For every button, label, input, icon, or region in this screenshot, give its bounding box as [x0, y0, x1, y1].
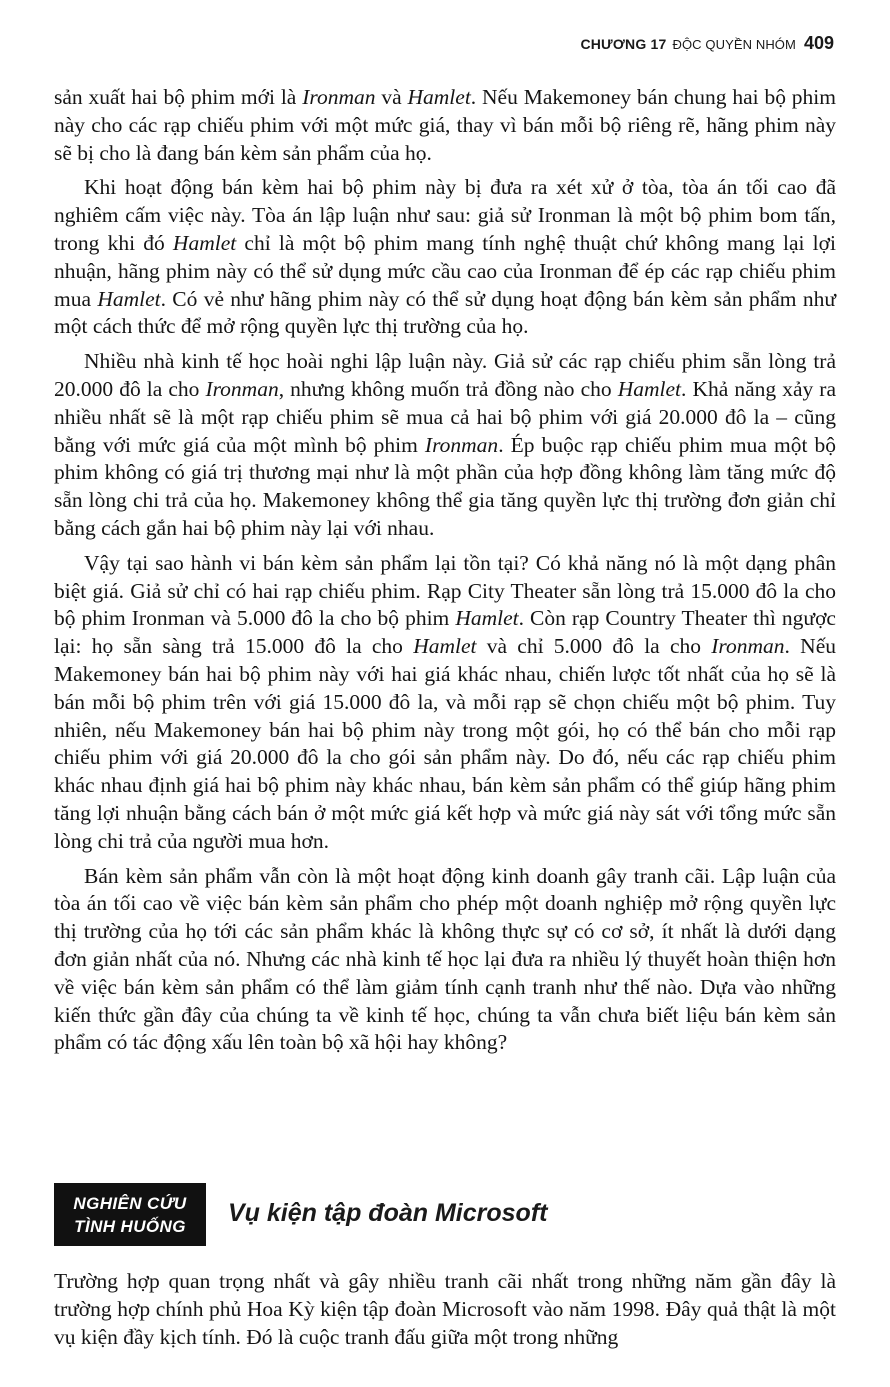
page-number: 409 — [803, 33, 834, 53]
italic-title: Ironman — [711, 634, 785, 659]
italic-title: Hamlet — [97, 286, 161, 311]
text-run: và chỉ 5.000 đô la cho — [476, 634, 712, 659]
text-run: và — [375, 85, 408, 109]
text-run: . Ép buộc rạp chiếu phim mua một bộ phim không có giá trị thương mại như là một phần của hợp đồng không làm tăng mức độ sẵn lòng chi trả của họ. Makemoney không thể gia tăng quyền lực thị trường đơn giản chỉ bằng cách gắn hai bộ phim này lại với nhau. — [54, 432, 836, 540]
italic-title: Ironman — [205, 376, 279, 401]
paragraph-4 — [54, 550, 836, 856]
text-run: Nhiều nhà kinh tế học hoài nghi lập luận này. Giả sử các rạp chiếu phim sẵn lòng trả 20.000 đô la cho — [54, 349, 836, 401]
italic-title: Ironman — [302, 85, 376, 109]
italic-title: Ironman — [424, 432, 499, 457]
chapter-title: ĐỘC QUYỀN NHÓM — [672, 37, 796, 52]
paragraph-2 — [54, 174, 836, 341]
text-run: . Nếu Makemoney bán chung hai bộ phim này cho các rạp chiếu phim với một mức giá, thay vì bán mỗi bộ riêng rẽ, hãng phim này sẽ bị cho là đang bán kèm sản phẩm của họ. — [54, 85, 836, 165]
chapter-label: CHƯƠNG 17 — [580, 36, 667, 52]
text-run: . Khả năng xảy ra nhiều nhất sẽ là một rạp chiếu phim sẽ mua cả hai bộ phim với giá 20.000 đô la – cũng bằng với mức giá của một mình bộ phim — [54, 376, 836, 457]
italic-title: Hamlet — [172, 230, 237, 255]
text-run: Trường hợp quan trọng nhất và gây nhiều tranh cãi nhất trong những năm gần đây là trường hợp chính phủ Hoa Kỳ kiện tập đoàn Microsoft vào năm 1998. Đây quả thật là một vụ kiện đầy kịch tính. Đó là cuộc tranh đấu giữa một trong những — [54, 1269, 836, 1349]
text-run: chỉ là một bộ phim mang tính nghệ thuật chứ không mang lại lợi nhuận, hãng phim này có thể sử dụng mức cầu cao của Ironman để ép các rạp chiếu phim mua — [54, 230, 836, 311]
case-study-label-line2: TÌNH HUỐNG — [74, 1216, 186, 1236]
case-study-body — [54, 1268, 836, 1351]
text-run: . Còn rạp Country Theater thì ngược lại: họ sẵn sàng trả 15.000 đô la cho — [54, 606, 836, 659]
case-study-title: Vụ kiện tập đoàn Microsoft — [228, 1199, 548, 1227]
text-run: Khi hoạt động bán kèm hai bộ phim này bị đưa ra xét xử ở tòa, tòa án tối cao đã nghiêm cấm việc này. Tòa án lập luận như sau: giả sử Ironman là một bộ phim bom tấn, trong khi đó — [54, 175, 836, 255]
body-text — [54, 84, 836, 1057]
italic-title: Hamlet — [455, 606, 519, 631]
text-run: . Có vẻ như hãng phim này có thể sử dụng hoạt động bán kèm sản phẩm như một cách thức để mở rộng quyền lực thị trường của họ. — [54, 286, 836, 339]
text-run: Bán kèm sản phẩm vẫn còn là một hoạt động kinh doanh gây tranh cãi. Lập luận của tòa án tối cao về việc bán kèm sản phẩm cho phép một doanh nghiệp mở rộng quyền lực thị trường của họ tới các sản phẩm khác là không thực sự có cơ sở, ít nhất là dưới dạng đơn giản nhất của nó. Nhưng các nhà kinh tế học lại đưa ra nhiều lý thuyết hoàn thiện hơn về việc bán kèm sản phẩm có thể làm giảm tính cạnh tranh như thế nào. Dựa vào những kiến thức gần đây của chúng ta về kinh tế học, chúng ta vẫn chưa biết liệu bán kèm sản phẩm có tác động xấu lên toàn bộ xã hội hay không? — [54, 863, 836, 1055]
paragraph-5 — [54, 863, 836, 1058]
case-study-label-line1: NGHIÊN CỨU — [73, 1193, 187, 1213]
text-run: , nhưng không muốn trả đồng nào cho — [278, 376, 618, 401]
text-run: . Nếu Makemoney bán hai bộ phim này với hai giá khác nhau, chiến lược tốt nhất của họ sẽ là bán mỗi bộ phim trên với giá 15.000 đô la, và mỗi rạp sẽ chọn chiếu một bộ phim. Tuy nhiên, nếu Makemoney bán hai bộ phim này trong một gói, họ có thể bán cho mỗi rạp chiếu phim với giá 20.000 đô la cho gói sản phẩm này. Do đó, nếu các rạp chiếu phim khác nhau định giá hai bộ phim này khác nhau, bán kèm sản phẩm có thể giúp hãng phim tăng lợi nhuận bằng cách bán ở một mức giá kết hợp và mức giá này sát với tổng mức sẵn lòng chi trả của người mua hơn. — [54, 634, 836, 853]
paragraph-3 — [54, 348, 836, 543]
italic-title: Hamlet — [617, 376, 682, 401]
text-run: Vậy tại sao hành vi bán kèm sản phẩm lại tồn tại? Có khả năng nó là một dạng phân biệt giá. Giả sử chỉ có hai rạp chiếu phim. Rạp City Theater sẵn lòng trả 15.000 đô la cho bộ phim Ironman và 5.000 đô la cho bộ phim — [54, 550, 836, 631]
text-run: sản xuất hai bộ phim mới là — [54, 85, 303, 109]
case-study-label — [54, 1183, 206, 1246]
italic-title: Hamlet — [407, 85, 471, 109]
running-head — [580, 33, 834, 54]
italic-title: Hamlet — [413, 634, 477, 659]
paragraph-1 — [54, 84, 836, 167]
closing-paragraph — [54, 1268, 836, 1351]
